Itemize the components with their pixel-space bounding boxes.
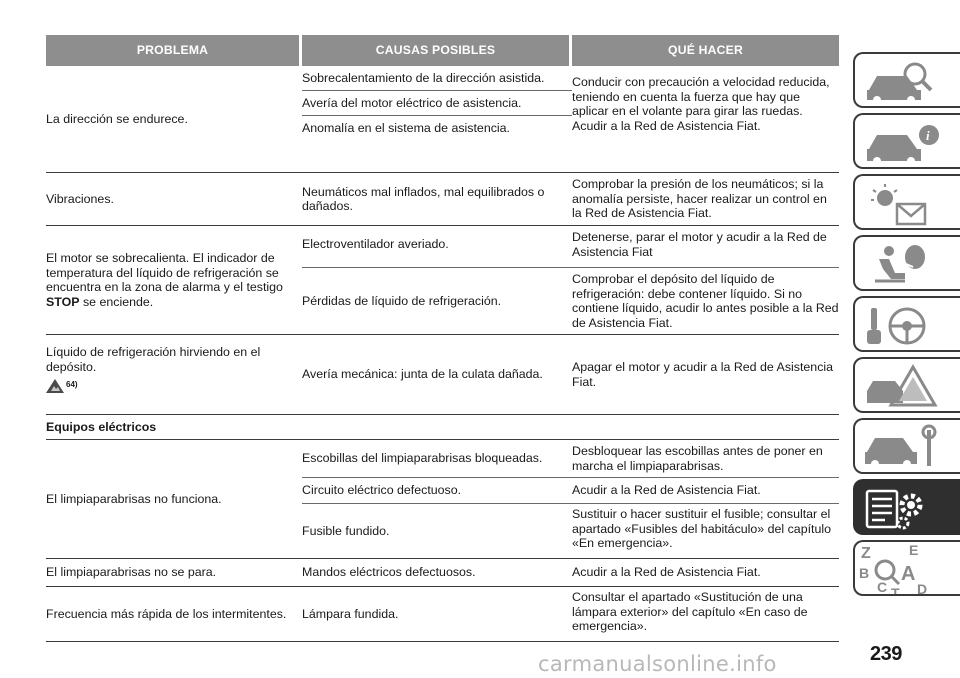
seat-airbag-icon [855,237,960,291]
svg-text:i: i [926,128,930,143]
cause-cell: Neumáticos mal inflados, mal equilibrados o dañados. [302,184,545,213]
action-cell: Comprobar la presión de los neumáticos; si la anomalía persiste, hacer realizar un control en la Red de Asistencia Fiat. [572,177,827,220]
section-title: Equipos eléctricos [46,415,839,440]
warning-reference: 64) [66,380,78,389]
page-number: 239 [870,643,902,665]
table-row [46,335,839,415]
problem-cell: Líquido de refrigeración hirviendo en el depósito. 64) [46,335,302,414]
problem-cell: El limpiaparabrisas no funciona. [46,491,222,506]
tab-technical-specifications[interactable] [853,479,960,535]
problem-cell: El limpiaparabrisas no se para. [46,565,217,580]
cause-cell: Anomalía en el sistema de asistencia. [302,121,510,136]
hazard-warning-icon [46,379,64,393]
problem-cell: La dirección se endurece. [46,111,188,126]
index-letter: D [917,581,928,597]
table-row [46,173,839,226]
table-row [46,66,839,173]
chapter-tabs [853,52,960,601]
key-steering-wheel-icon [855,298,960,352]
car-wrench-icon [855,420,960,474]
table-row [46,440,839,559]
action-cell: Acudir a la Red de Asistencia Fiat. [572,483,761,498]
cause-cell: Fusible fundido. [302,523,390,538]
tab-safety[interactable] [853,113,960,169]
breakdown-warning-triangle-icon [855,359,960,413]
alphabetical-index-icon [855,542,960,596]
car-info-icon [855,115,960,169]
cause-cell: Mandos eléctricos defectuosos. [302,565,476,580]
action-cell: Desbloquear las escobillas antes de poner en marcha el limpiaparabrisas. [572,444,823,473]
index-letter: Z [861,545,871,562]
index-letter: T [891,585,900,598]
action-cell: Comprobar el depósito del líquido de refrigeración: debe contener líquido. Si no contiene líquido, acudir lo antes posible a la Red de Asistencia Fiat. [572,272,839,330]
tab-starting-driving[interactable] [853,235,960,291]
problem-cell: Frecuencia más rápida de los intermitentes. [46,606,287,621]
table-row [46,226,839,335]
problem-cell: Vibraciones. [46,191,114,206]
action-cell: Apagar el motor y acudir a la Red de Asistencia Fiat. [572,360,834,389]
tab-car-knowledge[interactable] [853,52,960,108]
index-letter: A [901,563,916,585]
cause-cell: Electroventilador averiado. [302,237,449,251]
tab-driving[interactable] [853,296,960,352]
cause-cell: Circuito eléctrico defectuoso. [302,483,462,498]
cause-cell: Avería del motor eléctrico de asistencia. [302,91,572,116]
table-row [46,559,839,587]
tab-index[interactable] [853,540,960,596]
action-cell: Detenerse, parar el motor y acudir a la Red de Asistencia Fiat [572,230,827,259]
cause-cell: Pérdidas de líquido de refrigeración. [302,293,502,308]
troubleshooting-table [46,35,839,642]
header-action: QUÉ HACER [572,35,839,66]
index-letter: E [909,542,919,558]
stop-indicator-label: STOP [46,294,80,309]
header-causes: CAUSAS POSIBLES [302,35,572,66]
index-letter: C [877,579,888,595]
tab-warning-lights[interactable] [853,174,960,230]
watermark: carmanualsonline.info [538,652,777,676]
warning-light-message-icon [855,176,960,230]
problem-cell: El motor se sobrecalienta. El indicador de temperatura del líquido de refrigeración se encuentra en la zona de alarma y el testigo STOP se enciende. [46,251,283,309]
index-letter: B [859,565,870,581]
tab-maintenance[interactable] [853,418,960,474]
cause-cell: Lámpara fundida. [302,606,399,621]
specs-gear-icon [855,481,960,535]
cause-cell: Avería mecánica: junta de la culata dañada. [302,367,543,382]
action-cell: Sustituir o hacer sustituir el fusible; consultar el apartado «Fusibles del habitáculo» del capítulo «En emergencia». [572,507,832,550]
table-header [46,35,839,66]
car-search-icon [855,54,960,108]
table-row [46,587,839,642]
header-problem: PROBLEMA [46,35,302,66]
cause-cell: Sobrecalentamiento de la dirección asistida. [302,66,572,91]
action-cell: Conducir con precaución a velocidad reducida, teniendo en cuenta la fuerza que hay que aplicar en el volante para girar las ruedas. Acudir a la Red de Asistencia Fiat. [572,75,830,133]
cause-cell: Escobillas del limpiaparabrisas bloqueadas. [302,451,543,465]
tab-emergency[interactable] [853,357,960,413]
action-cell: Consultar el apartado «Sustitución de una lámpara exterior» del capítulo «En caso de emergencia». [572,590,808,633]
action-cell: Acudir a la Red de Asistencia Fiat. [572,565,761,580]
